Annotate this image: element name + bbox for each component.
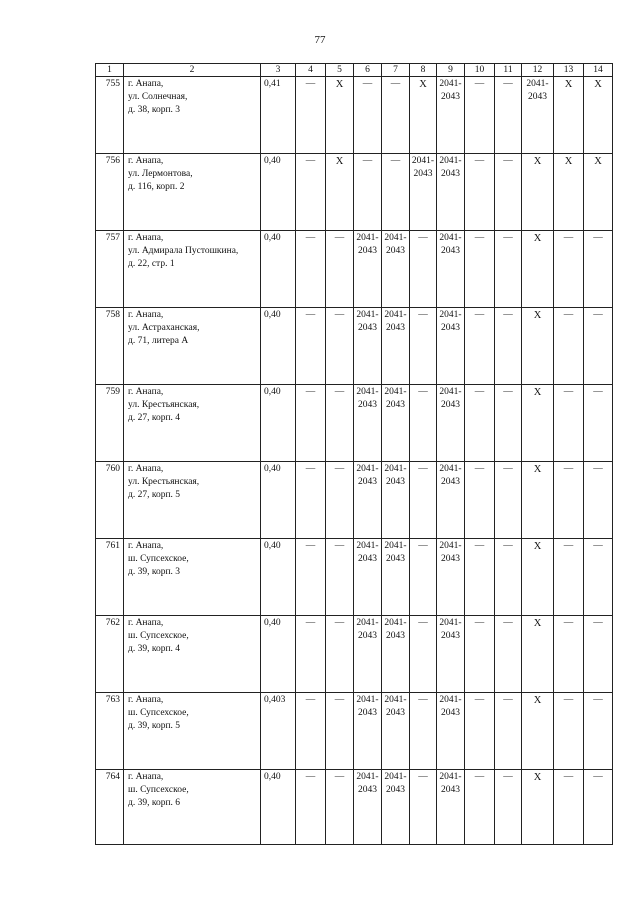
mark-cell: X xyxy=(522,385,554,462)
period-cell xyxy=(354,231,382,308)
period-cell xyxy=(437,385,465,462)
period-cell xyxy=(437,693,465,770)
column-header: 7 xyxy=(382,64,410,77)
column-header: 5 xyxy=(326,64,354,77)
period-cell xyxy=(354,308,382,385)
address-line: д. 39, корп. 4 xyxy=(128,644,181,654)
dash-cell: — xyxy=(410,385,437,462)
dash-cell: — xyxy=(296,231,326,308)
period-line: 2043 xyxy=(441,554,460,564)
column-header: 6 xyxy=(354,64,382,77)
period-line: 2043 xyxy=(386,323,405,333)
column-header: 12 xyxy=(522,64,554,77)
table-row xyxy=(96,770,613,845)
dash-cell: — xyxy=(410,308,437,385)
period-line: 2041- xyxy=(384,387,407,397)
address-line: г. Анапа, xyxy=(128,156,164,166)
dash-cell: — xyxy=(296,693,326,770)
mark-cell: X xyxy=(326,77,354,154)
period-line: 2043 xyxy=(441,400,460,410)
address-line: ул. Крестьянская, xyxy=(128,400,200,410)
dash-cell: — xyxy=(465,462,495,539)
column-header: 13 xyxy=(554,64,584,77)
dash-cell: — xyxy=(495,770,522,845)
row-number: 759 xyxy=(96,385,124,462)
dash-cell: — xyxy=(554,693,584,770)
dash-cell: — xyxy=(584,539,613,616)
period-line: 2043 xyxy=(386,631,405,641)
period-cell xyxy=(354,385,382,462)
address-line: д. 27, корп. 5 xyxy=(128,490,181,500)
column-header: 14 xyxy=(584,64,613,77)
mark-cell: X xyxy=(522,308,554,385)
period-line: 2043 xyxy=(386,246,405,256)
period-line: 2043 xyxy=(528,92,547,102)
address-cell xyxy=(124,462,261,539)
address-line: г. Анапа, xyxy=(128,541,164,551)
column-header: 3 xyxy=(261,64,296,77)
period-cell xyxy=(437,616,465,693)
dash-cell: — xyxy=(495,385,522,462)
address-cell xyxy=(124,616,261,693)
dash-cell: — xyxy=(584,231,613,308)
dash-cell: — xyxy=(296,77,326,154)
page-number: 77 xyxy=(314,34,326,46)
period-line: 2041- xyxy=(439,695,462,705)
dash-cell: — xyxy=(326,616,354,693)
dash-cell: — xyxy=(465,231,495,308)
dash-cell: — xyxy=(465,616,495,693)
period-line: 2041- xyxy=(384,233,407,243)
dash-cell: — xyxy=(554,385,584,462)
period-line: 2043 xyxy=(358,323,377,333)
period-cell xyxy=(382,539,410,616)
dash-cell: — xyxy=(495,616,522,693)
row-number: 758 xyxy=(96,308,124,385)
period-line: 2041- xyxy=(439,541,462,551)
value-cell: 0,41 xyxy=(261,77,296,154)
address-line: г. Анапа, xyxy=(128,79,164,89)
address-line: д. 22, стр. 1 xyxy=(128,259,175,269)
period-line: 2043 xyxy=(441,631,460,641)
dash-cell: — xyxy=(495,154,522,231)
address-line: д. 39, корп. 5 xyxy=(128,721,181,731)
value-cell: 0,40 xyxy=(261,385,296,462)
row-number: 760 xyxy=(96,462,124,539)
row-number: 755 xyxy=(96,77,124,154)
period-line: 2041- xyxy=(439,772,462,782)
period-line: 2043 xyxy=(358,477,377,487)
period-cell xyxy=(437,462,465,539)
dash-cell: — xyxy=(465,308,495,385)
table-row xyxy=(96,385,613,462)
period-cell xyxy=(354,539,382,616)
dash-cell: — xyxy=(584,308,613,385)
dash-cell: — xyxy=(410,616,437,693)
dash-cell: — xyxy=(495,308,522,385)
period-line: 2041- xyxy=(356,387,379,397)
address-line: д. 116, корп. 2 xyxy=(128,182,185,192)
dash-cell: — xyxy=(382,154,410,231)
dash-cell: — xyxy=(465,154,495,231)
dash-cell: — xyxy=(554,462,584,539)
dash-cell: — xyxy=(584,616,613,693)
column-header: 11 xyxy=(495,64,522,77)
table-row xyxy=(96,231,613,308)
table-row xyxy=(96,616,613,693)
mark-cell: X xyxy=(554,77,584,154)
address-line: г. Анапа, xyxy=(128,618,164,628)
mark-cell: X xyxy=(522,539,554,616)
period-line: 2043 xyxy=(358,708,377,718)
dash-cell: — xyxy=(465,77,495,154)
period-line: 2043 xyxy=(441,785,460,795)
table-row xyxy=(96,539,613,616)
row-number: 763 xyxy=(96,693,124,770)
dash-cell: — xyxy=(584,693,613,770)
period-cell xyxy=(382,308,410,385)
period-cell xyxy=(354,462,382,539)
column-header: 8 xyxy=(410,64,437,77)
table-row xyxy=(96,462,613,539)
address-cell xyxy=(124,154,261,231)
dash-cell: — xyxy=(410,462,437,539)
address-line: ул. Крестьянская, xyxy=(128,477,200,487)
column-number-row xyxy=(96,64,613,77)
period-line: 2043 xyxy=(358,554,377,564)
mark-cell: X xyxy=(522,462,554,539)
period-line: 2041- xyxy=(439,310,462,320)
period-line: 2041- xyxy=(439,233,462,243)
period-line: 2041- xyxy=(356,772,379,782)
address-line: ул. Солнечная, xyxy=(128,92,188,102)
address-line: г. Анапа, xyxy=(128,772,164,782)
value-cell: 0,40 xyxy=(261,154,296,231)
table-row xyxy=(96,154,613,231)
column-header: 9 xyxy=(437,64,465,77)
dash-cell: — xyxy=(354,77,382,154)
address-line: ш. Супсехское, xyxy=(128,785,189,795)
period-cell xyxy=(437,154,465,231)
period-line: 2041- xyxy=(356,541,379,551)
address-cell xyxy=(124,693,261,770)
address-line: ул. Адмирала Пустошкина, xyxy=(128,246,239,256)
table-body xyxy=(96,77,613,845)
dash-cell: — xyxy=(554,539,584,616)
dash-cell: — xyxy=(296,770,326,845)
mark-cell: X xyxy=(522,616,554,693)
address-line: д. 27, корп. 4 xyxy=(128,413,181,423)
dash-cell: — xyxy=(554,770,584,845)
period-line: 2043 xyxy=(386,708,405,718)
period-line: 2043 xyxy=(441,708,460,718)
period-line: 2041- xyxy=(439,156,462,166)
address-line: д. 71, литера А xyxy=(128,336,189,346)
address-line: г. Анапа, xyxy=(128,464,164,474)
dash-cell: — xyxy=(584,462,613,539)
period-cell xyxy=(437,770,465,845)
dash-cell: — xyxy=(554,308,584,385)
dash-cell: — xyxy=(554,231,584,308)
period-cell xyxy=(437,539,465,616)
row-number: 756 xyxy=(96,154,124,231)
period-line: 2043 xyxy=(386,477,405,487)
dash-cell: — xyxy=(326,539,354,616)
period-line: 2041- xyxy=(356,464,379,474)
mark-cell: X xyxy=(326,154,354,231)
period-line: 2043 xyxy=(441,477,460,487)
period-cell xyxy=(437,231,465,308)
period-line: 2041- xyxy=(411,156,435,166)
period-line: 2041- xyxy=(439,387,462,397)
dash-cell: — xyxy=(584,770,613,845)
period-cell xyxy=(382,693,410,770)
period-cell xyxy=(522,77,554,154)
period-line: 2043 xyxy=(358,400,377,410)
value-cell: 0,403 xyxy=(261,693,296,770)
value-cell: 0,40 xyxy=(261,770,296,845)
value-cell: 0,40 xyxy=(261,231,296,308)
period-line: 2041- xyxy=(439,79,462,89)
period-cell xyxy=(354,770,382,845)
dash-cell: — xyxy=(326,462,354,539)
table-row xyxy=(96,308,613,385)
address-line: г. Анапа, xyxy=(128,695,164,705)
period-line: 2043 xyxy=(386,400,405,410)
period-line: 2043 xyxy=(441,323,460,333)
address-line: ш. Супсехское, xyxy=(128,631,189,641)
value-cell: 0,40 xyxy=(261,462,296,539)
address-cell xyxy=(124,308,261,385)
period-line: 2043 xyxy=(358,785,377,795)
period-cell xyxy=(354,693,382,770)
row-number: 762 xyxy=(96,616,124,693)
address-cell xyxy=(124,231,261,308)
dash-cell: — xyxy=(465,539,495,616)
address-cell xyxy=(124,770,261,845)
dash-cell: — xyxy=(410,770,437,845)
dash-cell: — xyxy=(326,385,354,462)
column-header: 2 xyxy=(124,64,261,77)
column-header: 1 xyxy=(96,64,124,77)
dash-cell: — xyxy=(296,308,326,385)
dash-cell: — xyxy=(296,462,326,539)
dash-cell: — xyxy=(296,385,326,462)
dash-cell: — xyxy=(410,231,437,308)
dash-cell: — xyxy=(495,693,522,770)
register-table xyxy=(95,63,613,845)
period-line: 2041- xyxy=(356,233,379,243)
mark-cell: X xyxy=(522,231,554,308)
dash-cell: — xyxy=(495,231,522,308)
dash-cell: — xyxy=(584,385,613,462)
value-cell: 0,40 xyxy=(261,308,296,385)
dash-cell: — xyxy=(465,385,495,462)
address-line: г. Анапа, xyxy=(128,233,164,243)
address-cell xyxy=(124,385,261,462)
dash-cell: — xyxy=(495,77,522,154)
dash-cell: — xyxy=(326,231,354,308)
dash-cell: — xyxy=(296,539,326,616)
period-line: 2041- xyxy=(384,541,407,551)
period-line: 2043 xyxy=(441,169,460,179)
dash-cell: — xyxy=(410,693,437,770)
period-line: 2041- xyxy=(526,79,549,89)
address-line: д. 39, корп. 6 xyxy=(128,798,181,808)
period-line: 2043 xyxy=(358,631,377,641)
address-line: ул. Лермонтова, xyxy=(128,169,193,179)
period-line: 2043 xyxy=(358,246,377,256)
period-cell xyxy=(354,616,382,693)
mark-cell: X xyxy=(584,77,613,154)
mark-cell: X xyxy=(522,693,554,770)
dash-cell: — xyxy=(296,616,326,693)
period-line: 2043 xyxy=(441,246,460,256)
row-number: 764 xyxy=(96,770,124,845)
table-row xyxy=(96,693,613,770)
dash-cell: — xyxy=(465,693,495,770)
table-row xyxy=(96,77,613,154)
dash-cell: — xyxy=(410,539,437,616)
period-line: 2043 xyxy=(413,169,433,179)
row-number: 757 xyxy=(96,231,124,308)
row-number: 761 xyxy=(96,539,124,616)
mark-cell: X xyxy=(410,77,437,154)
period-line: 2041- xyxy=(384,772,407,782)
period-cell xyxy=(382,770,410,845)
period-line: 2041- xyxy=(356,618,379,628)
dash-cell: — xyxy=(354,154,382,231)
address-cell xyxy=(124,77,261,154)
address-line: д. 39, корп. 3 xyxy=(128,567,181,577)
dash-cell: — xyxy=(554,616,584,693)
dash-cell: — xyxy=(465,770,495,845)
period-line: 2041- xyxy=(439,464,462,474)
address-line: д. 38, корп. 3 xyxy=(128,105,181,115)
mark-cell: X xyxy=(554,154,584,231)
period-line: 2043 xyxy=(386,554,405,564)
period-line: 2041- xyxy=(439,618,462,628)
period-line: 2041- xyxy=(384,618,407,628)
dash-cell: — xyxy=(326,308,354,385)
period-cell xyxy=(437,308,465,385)
period-line: 2041- xyxy=(384,310,407,320)
dash-cell: — xyxy=(495,539,522,616)
dash-cell: — xyxy=(382,77,410,154)
period-cell xyxy=(382,462,410,539)
address-line: ш. Супсехское, xyxy=(128,708,189,718)
column-header: 10 xyxy=(465,64,495,77)
value-cell: 0,40 xyxy=(261,539,296,616)
period-cell xyxy=(437,77,465,154)
period-line: 2041- xyxy=(384,695,407,705)
period-cell xyxy=(382,616,410,693)
period-line: 2043 xyxy=(386,785,405,795)
mark-cell: X xyxy=(522,770,554,845)
value-cell: 0,40 xyxy=(261,616,296,693)
dash-cell: — xyxy=(326,770,354,845)
period-line: 2041- xyxy=(356,310,379,320)
dash-cell: — xyxy=(296,154,326,231)
dash-cell: — xyxy=(326,693,354,770)
address-line: ул. Астраханская, xyxy=(128,323,200,333)
mark-cell: X xyxy=(522,154,554,231)
mark-cell: X xyxy=(584,154,613,231)
period-line: 2043 xyxy=(441,92,460,102)
period-cell xyxy=(382,385,410,462)
address-line: г. Анапа, xyxy=(128,387,164,397)
dash-cell: — xyxy=(495,462,522,539)
period-cell xyxy=(410,154,437,231)
period-line: 2041- xyxy=(356,695,379,705)
period-line: 2041- xyxy=(384,464,407,474)
period-cell xyxy=(382,231,410,308)
column-header: 4 xyxy=(296,64,326,77)
address-cell xyxy=(124,539,261,616)
address-line: ш. Супсехское, xyxy=(128,554,189,564)
address-line: г. Анапа, xyxy=(128,310,164,320)
